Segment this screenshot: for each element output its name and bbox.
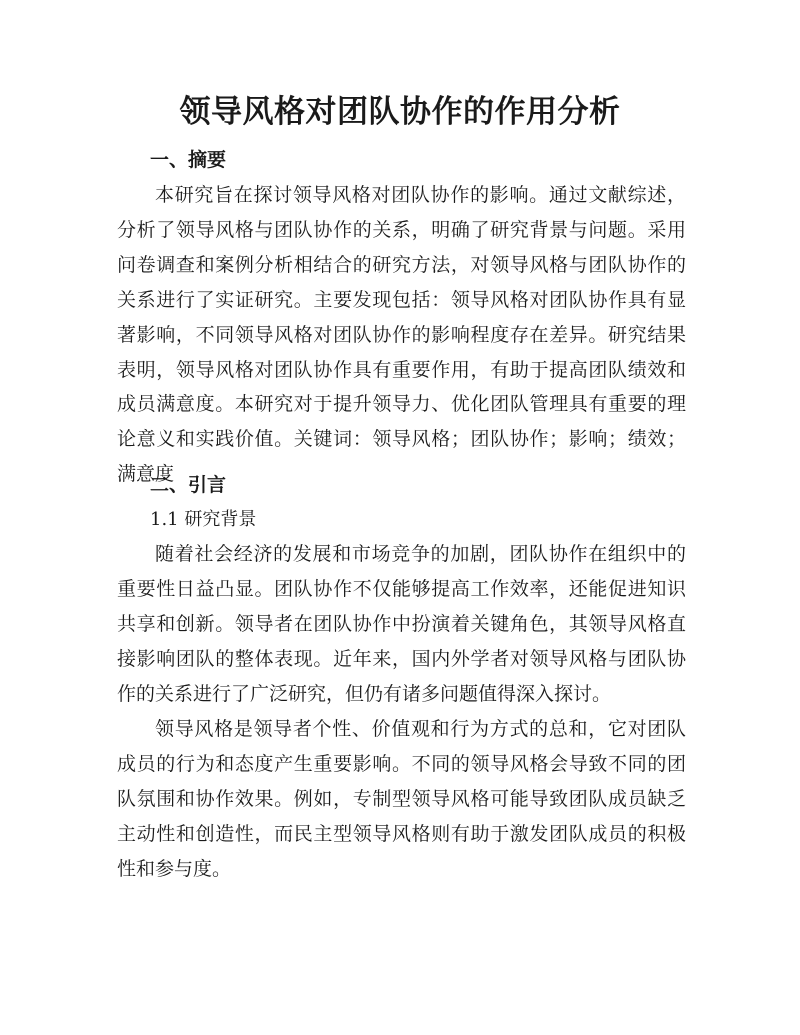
subsection-heading-research-background: 1.1 研究背景 [150,509,257,530]
body-paragraph: 领导风格是领导者个性、价值观和行为方式的总和，它对团队成员的行为和态度产生重要影响。不同的领导风格会导致不同的团队氛围和协作效果。例如，专制型领导风格可能导致团队成员缺乏主动性和创造性，而民主型领导风格则有助于激发团队成员的积极性和参与度。 [117,718,686,880]
body-paragraph: 随着社会经济的发展和市场竞争的加剧，团队协作在组织中的重要性日益凸显。团队协作不仅能够提高工作效率，还能促进知识共享和创新。领导者在团队协作中扮演着关键角色，其领导风格直接影响团队的整体表现。近年来，国内外学者对领导风格与团队协作的关系进行了广泛研究，但仍有诸多问题值得深入探讨。 [117,543,686,705]
section-heading-introduction: 二、引言 [150,474,227,496]
document-title: 领导风格对团队协作的作用分析 [179,94,621,130]
abstract-paragraph: 本研究旨在探讨领导风格对团队协作的影响。通过文献综述，分析了领导风格与团队协作的关系，明确了研究背景与问题。采用问卷调查和案例分析相结合的研究方法，对领导风格与团队协作的关系进行了实证研究。主要发现包括：领导风格对团队协作具有显著影响，不同领导风格对团队协作的影响程度存在差异。研究结果表明，领导风格对团队协作具有重要作用，有助于提高团队绩效和成员满意度。本研究对于提升领导力、优化团队管理具有重要的理论意义和实践价值。关键词：领导风格；团队协作；影响；绩效；满意度 [117,184,686,486]
section-heading-abstract: 一、摘要 [150,149,227,171]
